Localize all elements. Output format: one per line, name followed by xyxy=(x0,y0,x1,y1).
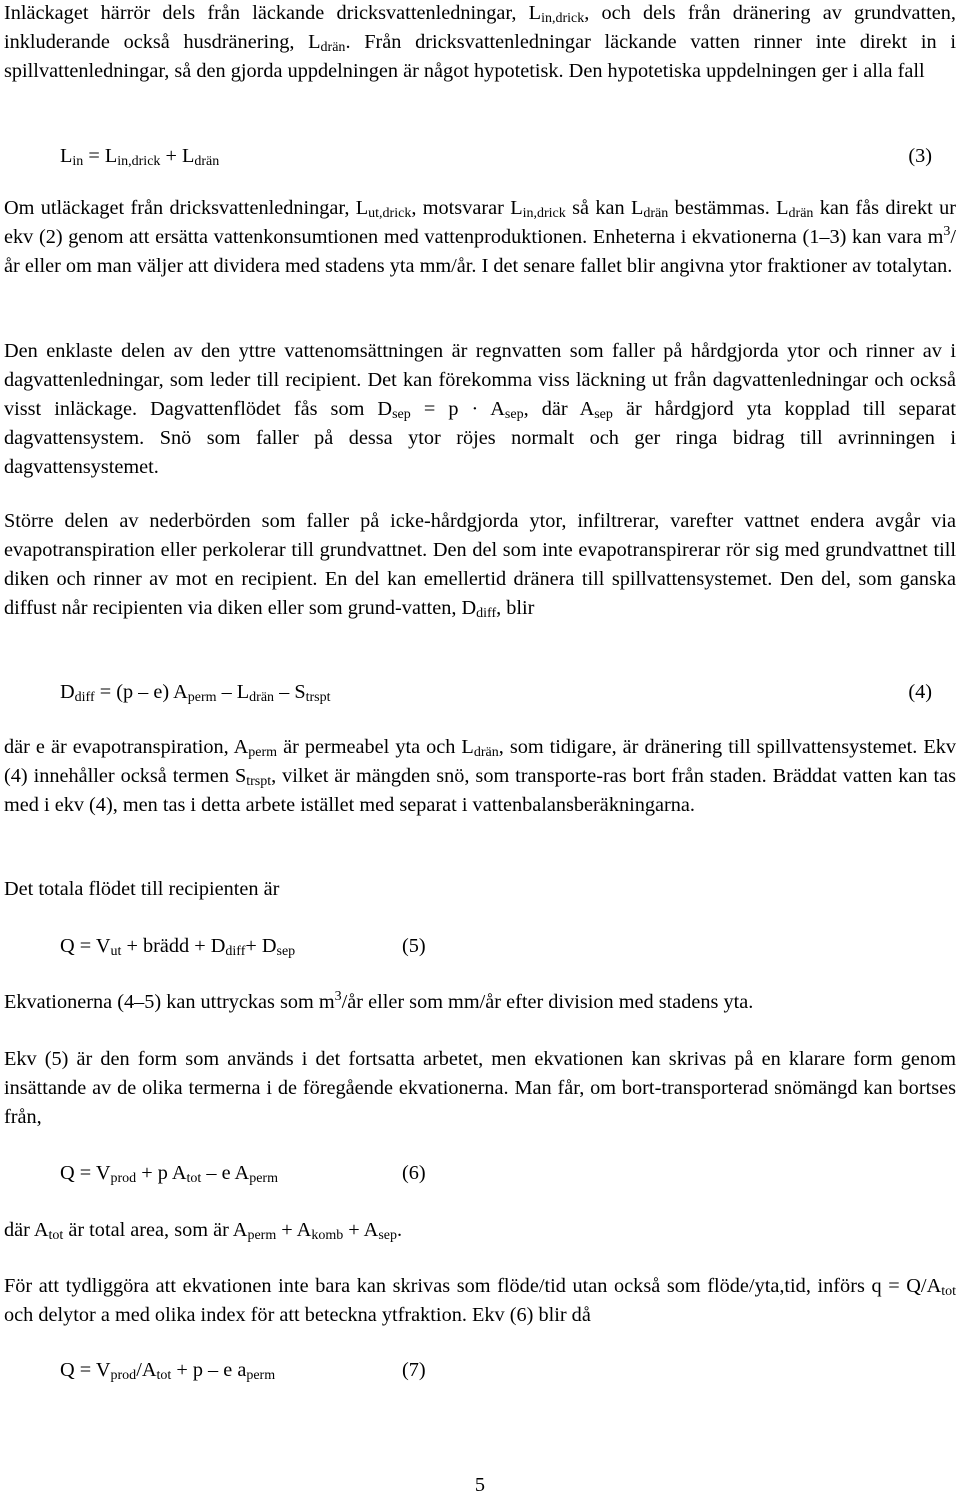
equation-3-number: (3) xyxy=(908,145,932,167)
equation-5-number: (5) xyxy=(402,935,426,957)
equation-3 xyxy=(60,142,219,171)
text-run: + brädd + D xyxy=(121,935,226,957)
subscript: drän xyxy=(320,40,346,55)
subscript: tot xyxy=(941,1284,956,1299)
subscript: tot xyxy=(156,1368,172,1383)
text-run: där e är evapotranspiration, A xyxy=(4,736,249,758)
paragraph-units-note xyxy=(4,988,956,1017)
page-number: 5 xyxy=(474,1474,486,1496)
paragraph-precipitation xyxy=(4,507,956,623)
text-run: + A xyxy=(343,1219,379,1241)
superscript: 3 xyxy=(334,989,342,1004)
subscript: sep xyxy=(594,407,613,422)
text-run: – e A xyxy=(201,1162,250,1184)
text-run: är total area, som är A xyxy=(63,1219,248,1241)
text-run: Q = V xyxy=(60,1162,111,1184)
equation-5 xyxy=(60,932,295,961)
text-run: är hårdgjord yta kopplad till separat dagvattensystem. Snö som faller på dessa ytor röjes normalt och ger ringa bidrag till avrinningen i dagvattensystemet. xyxy=(4,398,957,478)
subscript: perm xyxy=(247,1228,277,1243)
subscript: komb xyxy=(311,1228,344,1243)
text-run: Om utläckaget från dricksvattenledningar, L xyxy=(4,197,369,219)
text-run: D xyxy=(60,681,75,703)
text-run: och delytor a med olika index för att beteckna ytfraktion. Ekv (6) blir då xyxy=(4,1304,591,1326)
text-run: , där A xyxy=(523,398,595,420)
text-run: /A xyxy=(136,1359,157,1381)
text-run: Q = V xyxy=(60,1359,111,1381)
subscript: tot xyxy=(48,1228,64,1243)
subscript: ut xyxy=(110,944,122,959)
text-run: /år eller om man väljer att dividera med stadens yta mm/år. I det senare fallet blir angivna ytor fraktioner av totalytan. xyxy=(4,226,956,277)
text-run: Den enklaste delen av den yttre vattenomsättningen är regnvatten som faller på hårdgjorda ytor och rinner av i dagvattenledningar, som leder till recipient. Det kan förekomma viss läckning ut från dagvattenledningar och också visst inläckage. Dagvattenflödet fås som D xyxy=(4,340,956,420)
text-run: Större delen av nederbörden som faller på icke-hårdgjorda ytor, infiltrerar, varefter vattnet endera avgår via evapotranspiration eller perkolerar till grundvattnet. Den del som inte evapotranspirerar rör sig med grundvattnet till diken och rinner av mot en recipient. En del kan emellertid dränera till spillvattensystemet. Den del, som ganska diffust når recipienten via diken eller som grund-vatten, D xyxy=(4,510,956,619)
subscript: in,drick xyxy=(117,154,161,169)
superscript: 3 xyxy=(943,224,951,239)
text-run: Ekvationerna (4–5) kan uttryckas som m xyxy=(4,991,335,1013)
text-run: Q = V xyxy=(60,935,111,957)
subscript: sep xyxy=(276,944,296,959)
equation-6-number: (6) xyxy=(402,1162,426,1184)
subscript: in,drick xyxy=(522,206,566,221)
subscript: sep xyxy=(392,407,411,422)
subscript: ut,drick xyxy=(368,206,412,221)
subscript: in,drick xyxy=(541,11,585,26)
subscript: perm xyxy=(248,745,278,760)
text-run: så kan L xyxy=(565,197,644,219)
text-run: , vilket är mängden snö, som transporte-ras bort från staden. Bräddat vatten kan tas med i ekv (4), men tas i detta arbete istället med separat i vattenbalansberäkningarna. xyxy=(4,765,956,816)
paragraph-leakage-intro xyxy=(4,0,956,86)
text-run: – L xyxy=(216,681,250,703)
text-run: = (p – e) A xyxy=(94,681,188,703)
text-run: bestämmas. L xyxy=(668,197,789,219)
text-run: Inläckaget härrör dels från läckande dricksvattenledningar, L xyxy=(4,2,542,24)
subscript: diff xyxy=(476,606,497,621)
text-run: + L xyxy=(160,145,195,167)
subscript: drän xyxy=(788,206,814,221)
subscript: in xyxy=(72,154,84,169)
subscript: drän xyxy=(194,154,220,169)
text-run: + p A xyxy=(136,1162,187,1184)
text-run: , som tidigare, är dränering till spillvattensystemet. Ekv (4) innehåller också termen S xyxy=(4,736,956,787)
paragraph-per-area xyxy=(4,1272,956,1330)
subscript: drän xyxy=(473,745,499,760)
text-run: . xyxy=(396,1219,403,1241)
text-run: /år eller som mm/år efter division med stadens yta. xyxy=(341,991,754,1013)
paragraph-area-definition xyxy=(4,1216,956,1245)
text-run: + A xyxy=(276,1219,312,1241)
paragraph-equation-form xyxy=(4,1045,956,1132)
text-run: = p · A xyxy=(410,398,505,420)
subscript: drän xyxy=(643,206,669,221)
paragraph-total-flow xyxy=(4,875,956,904)
text-run: Ekv (5) är den form som används i det fortsatta arbetet, men ekvationen kan skrivas på en klarare form genom insättande av de olika termerna i de föregående ekvationerna. Man får, om bort-transporterad snömängd kan bortses från, xyxy=(4,1048,956,1128)
text-run: = L xyxy=(83,145,118,167)
text-run: L xyxy=(60,145,73,167)
paragraph-stormwater xyxy=(4,337,956,482)
text-run: , blir xyxy=(496,597,535,619)
subscript: sep xyxy=(378,1228,397,1243)
subscript: diff xyxy=(74,690,95,705)
text-run: – S xyxy=(274,681,306,703)
text-run: där A xyxy=(4,1219,49,1241)
text-run: , och dels från dränering av grundvatten, inkluderande också husdränering, L xyxy=(4,2,956,53)
subscript: trspt xyxy=(305,690,331,705)
subscript: diff xyxy=(225,944,246,959)
subscript: prod xyxy=(110,1368,137,1383)
subscript: drän xyxy=(249,690,275,705)
subscript: perm xyxy=(249,1171,278,1186)
paragraph-outflow-units xyxy=(4,194,956,281)
text-run: . Från dricksvattenledningar läckande vatten rinner inte direkt in i spillvattenledningar, så den gjorda uppdelningen är något hypotetisk. Den hypotetiska uppdelningen ger i alla fall xyxy=(4,31,956,82)
text-run: , motsvarar L xyxy=(411,197,523,219)
text-run: är permeabel yta och L xyxy=(277,736,474,758)
subscript: tot xyxy=(186,1171,202,1186)
equation-7 xyxy=(60,1356,275,1385)
subscript: trspt xyxy=(246,774,272,789)
text-run: + p – e a xyxy=(171,1359,247,1381)
equation-6 xyxy=(60,1159,278,1188)
text-run: Det totala flödet till recipienten är xyxy=(4,878,280,900)
equation-7-number: (7) xyxy=(402,1359,426,1381)
subscript: sep xyxy=(504,407,524,422)
subscript: perm xyxy=(246,1368,276,1383)
text-run: + D xyxy=(245,935,277,957)
equation-4-number: (4) xyxy=(908,681,932,703)
subscript: prod xyxy=(110,1171,137,1186)
paragraph-evapotranspiration xyxy=(4,733,956,820)
subscript: perm xyxy=(187,690,217,705)
equation-4 xyxy=(60,678,331,707)
text-run: För att tydliggöra att ekvationen inte bara kan skrivas som flöde/tid utan också som flöde/yta,tid, införs q = Q/A xyxy=(4,1275,942,1297)
text-run: kan fås direkt ur ekv (2) genom att ersätta vattenkonsumtionen med vattenproduktionen. Enheterna i ekvationerna (1–3) kan vara m xyxy=(4,197,956,248)
